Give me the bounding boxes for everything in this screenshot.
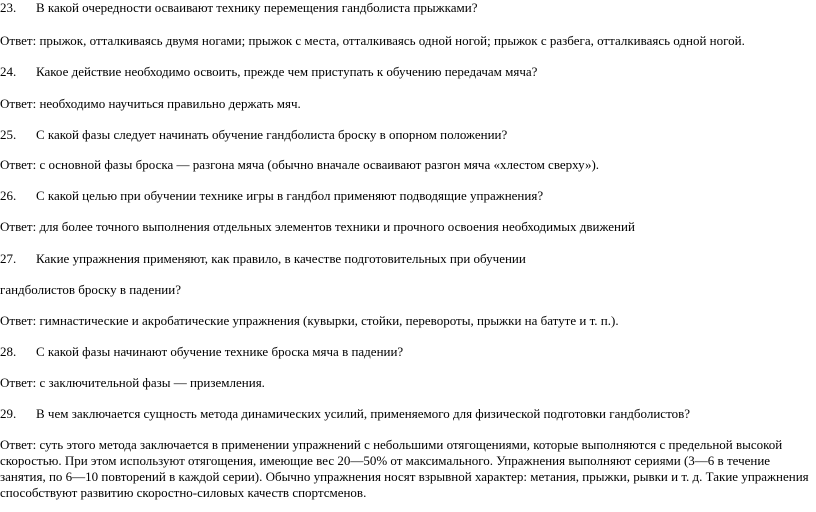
answer-24	[0, 96, 301, 112]
question-23	[0, 0, 478, 16]
question-24	[0, 64, 537, 80]
question-text: В какой очередности осваивают технику перемещения гандболиста прыжками?	[36, 0, 478, 15]
question-text: С какой фазы начинают обучение технике броска мяча в падении?	[36, 344, 404, 359]
question-29	[0, 406, 690, 422]
question-text: В чем заключается сущность метода динамических усилий, применяемого для физической подготовки гандболистов?	[36, 406, 690, 421]
answer-text: Ответ: гимнастические и акробатические упражнения (кувырки, стойки, перевороты, прыжки на батуте и т. п.).	[0, 313, 619, 328]
question-28	[0, 344, 403, 360]
answer-29	[0, 437, 814, 501]
question-number: 26.	[0, 188, 17, 203]
answer-28	[0, 375, 265, 391]
answer-25	[0, 157, 599, 173]
question-26	[0, 188, 543, 204]
question-25	[0, 127, 507, 143]
question-text: Какие упражнения применяют, как правило, в качестве подготовительных при обучении	[36, 251, 526, 266]
question-27	[0, 251, 526, 267]
question-27-continued	[0, 282, 181, 298]
answer-text: Ответ: необходимо научиться правильно держать мяч.	[0, 96, 301, 111]
answer-text: Ответ: для более точного выполнения отдельных элементов техники и прочного освоения необходимых движений	[0, 219, 635, 234]
question-number: 23.	[0, 0, 17, 15]
question-number: 25.	[0, 127, 17, 142]
answer-27	[0, 313, 619, 329]
answer-23	[0, 33, 745, 49]
question-text: С какой фазы следует начинать обучение гандболиста броску в опорном положении?	[36, 127, 508, 142]
question-text: Какое действие необходимо освоить, прежде чем приступать к обучению передачам мяча?	[36, 64, 538, 79]
question-text-continued: гандболистов броску в падении?	[0, 282, 181, 297]
answer-text: Ответ: суть этого метода заключается в применении упражнений с небольшими отягощениями, которые выполняются с предельной высокой скоростью. При этом используют отягощения, имеющие вес 20—50% от максимального. Упражнения выполняют сериями (3—6 в течение занятия, по 6—10 повторений в каждой серии). Обычно упражнения носят взрывной характер: метания, прыжки, рывки и т. д. Такие упражнения способствуют развитию скоростно-силовых качеств спортсменов.	[0, 437, 809, 500]
question-number: 29.	[0, 406, 17, 421]
answer-text: Ответ: с заключительной фазы — приземления.	[0, 375, 265, 390]
answer-26	[0, 219, 635, 235]
question-number: 27.	[0, 251, 17, 266]
question-text: С какой целью при обучении технике игры в гандбол применяют подводящие упражнения?	[36, 188, 544, 203]
question-number: 28.	[0, 344, 17, 359]
answer-text: Ответ: прыжок, отталкиваясь двумя ногами; прыжок с места, отталкиваясь одной ногой; прыжок с разбега, отталкиваясь одной ногой.	[0, 33, 745, 48]
answer-text: Ответ: с основной фазы броска — разгона мяча (обычно вначале осваивают разгон мяча «хлестом сверху»).	[0, 157, 600, 172]
question-number: 24.	[0, 64, 17, 79]
